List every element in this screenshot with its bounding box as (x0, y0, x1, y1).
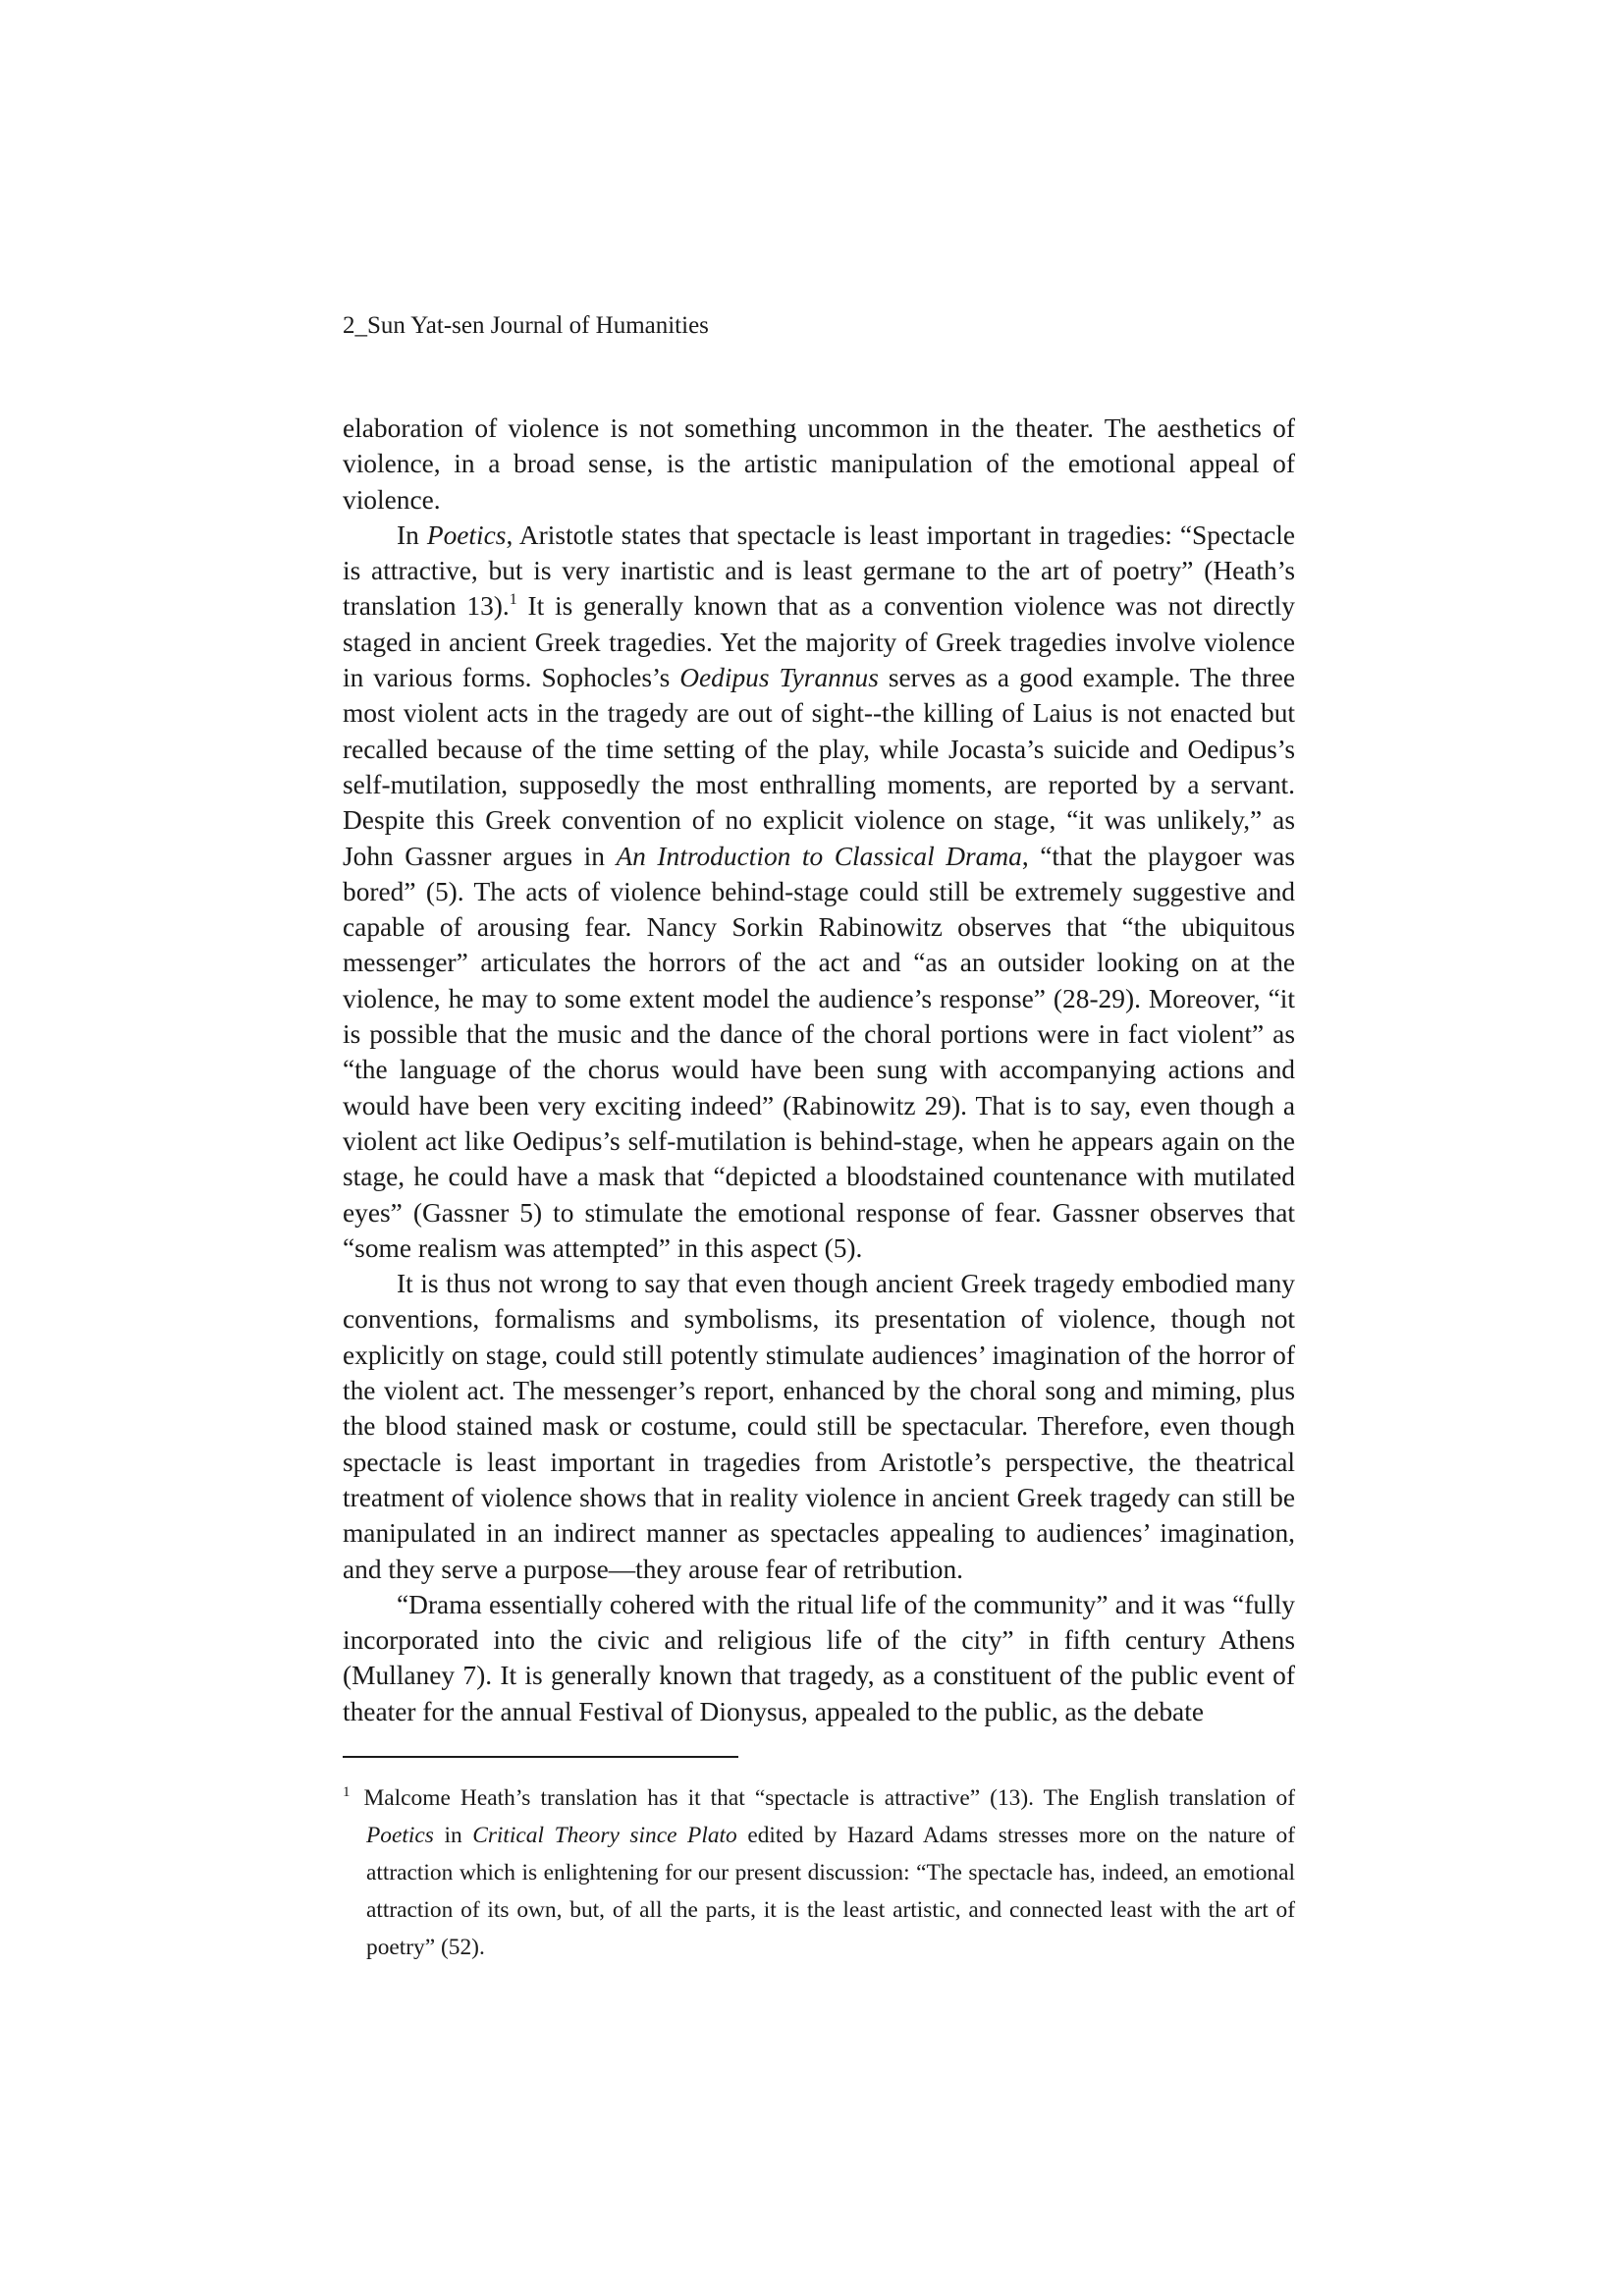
footnote-reference: 1 (509, 591, 517, 609)
footnote (343, 1779, 1295, 1966)
text-run: edited by Hazard Adams stresses more on the nature of attraction which is enlightening for our present discussion: “The spectacle has, indeed, an emotional attraction of its own, but, of all the parts, it is the least artistic, and connected least with the art of poetry” (52). (366, 1823, 1296, 1960)
running-head: 2_Sun Yat-sen Journal of Humanities (343, 312, 709, 339)
book-title: Poetics (426, 519, 507, 550)
paragraph-1: elaboration of violence is not something uncommon in the theater. The aesthetics of violence, in a broad sense, is the artistic manipulation of the emotional appeal of violence. (343, 413, 1295, 515)
text-run: It is generally known that as a convention violence was not directly staged in ancient Greek tragedies. Yet the majority of Greek tragedies involve violence in various forms. Sophocles’s (343, 591, 1295, 693)
text-run: In (397, 519, 427, 550)
paragraph-2 (343, 518, 1295, 1266)
text-run: Malcome Heath’s translation has it that “spectacle is attractive” (13). The English translation of (363, 1785, 1295, 1811)
book-title: Critical Theory since Plato (472, 1823, 737, 1848)
text-run: in (433, 1823, 473, 1848)
footnote-divider (343, 1756, 738, 1758)
paragraph-4: “Drama essentially cohered with the ritual life of the community” and it was “fully incorporated into the civic and religious life of the city” in fifth century Athens (Mullaney 7). It is generally known that tragedy, as a constituent of the public event of theater for the annual Festival of Dionysus, appealed to the public, as the debate (343, 1589, 1295, 1726)
book-title: Poetics (366, 1823, 434, 1848)
text-run: , Aristotle states that spectacle is least important in tragedies: “Spectacle is attractive, but is very inartistic and is least germane to the art of poetry” (Heath’s translation 13). (343, 519, 1295, 622)
book-title: Oedipus Tyrannus (679, 663, 879, 693)
book-title: An Introduction to Classical Drama (616, 841, 1022, 871)
body-text (343, 410, 1295, 1729)
text-run: serves as a good example. The three most violent acts in the tragedy are out of sight--the killing of Laius is not enacted but recalled because of the time setting of the play, while Jocasta’s suicide and Oedipus’s self-mutilation, supposedly the most enthralling moments, are reported by a servant. Despite this Greek convention of no explicit violence on stage, “it was unlikely,” as John Gassner argues in (343, 663, 1295, 871)
footnote-number: 1 (343, 1784, 351, 1800)
text-run: , “that the playgoer was bored” (5). The acts of violence behind-stage could still be extremely suggestive and capable of arousing fear. Nancy Sorkin Rabinowitz observes that “the ubiquitous messenger” articulates the horrors of the act and “as an outsider looking on at the violence, he may to some extent model the audience’s response” (28-29). Moreover, “it is possible that the music and the dance of the choral portions were in fact violent” as “the language of the chorus would have been sung with accompanying actions and would have been very exciting indeed” (Rabinowitz 29). That is to say, even though a violent act like Oedipus’s self-mutilation is behind-stage, when he appears again on the stage, he could have a mask that “depicted a bloodstained countenance with mutilated eyes” (Gassner 5) to stimulate the emotional response of fear. Gassner observes that “some realism was attempted” in this aspect (5). (343, 841, 1295, 1263)
paragraph-3: It is thus not wrong to say that even though ancient Greek tragedy embodied many conventions, formalisms and symbolisms, its presentation of violence, though not explicitly on stage, could still potently stimulate audiences’ imagination of the horror of the violent act. The messenger’s report, enhanced by the choral song and miming, plus the blood stained mask or costume, could still be spectacular. Therefore, even though spectacle is least important in tragedies from Aristotle’s perspective, the theatrical treatment of violence shows that in reality violence in ancient Greek tragedy can still be manipulated in an indirect manner as spectacles appealing to audiences’ imagination, and they serve a purpose—they arouse fear of retribution. (343, 1269, 1295, 1584)
